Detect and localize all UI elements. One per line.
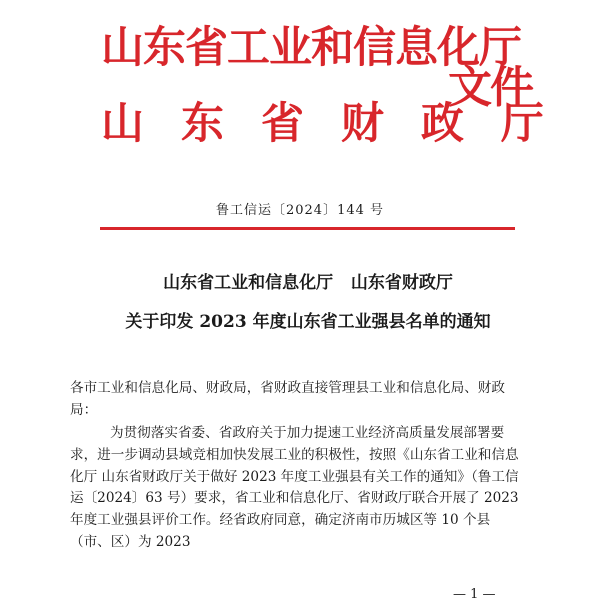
issuer-line-1: 山东省工业和信息化厅 xyxy=(101,23,521,73)
body-paragraph: 为贯彻落实省委、省政府关于加力提速工业经济高质量发展部署要求，进一步调动县域竞相加快发展工业的积极性，按照《山东省工业和信息化厅 山东省财政厅关于做好 2023 年度工业强县有关工作的通知》（鲁工信运〔2024〕63 号）要求，省工业和信息化厅、省财政厅联合开展了 2023 年度工业强县评价工作。经省政府同意，确定济南市历城区等 10 个县（市、区）为 2023 xyxy=(70,425,519,550)
red-divider xyxy=(100,227,515,230)
title-line-1: 山东省工业和信息化厅 山东省财政厅 xyxy=(163,273,453,293)
title-line-2: 关于印发 2023 年度山东省工业强县名单的通知 xyxy=(125,312,491,332)
document-suffix: 文件 xyxy=(448,62,532,113)
issuer-line-2: 山 东 省 财 政 厅 xyxy=(101,99,555,149)
page-number: — 1 — xyxy=(453,587,496,602)
document-number: 鲁工信运〔2024〕144 号 xyxy=(215,203,385,218)
salutation: 各市工业和信息化局、财政局，省财政直接管理县工业和信息化局、财政局： xyxy=(70,380,505,418)
